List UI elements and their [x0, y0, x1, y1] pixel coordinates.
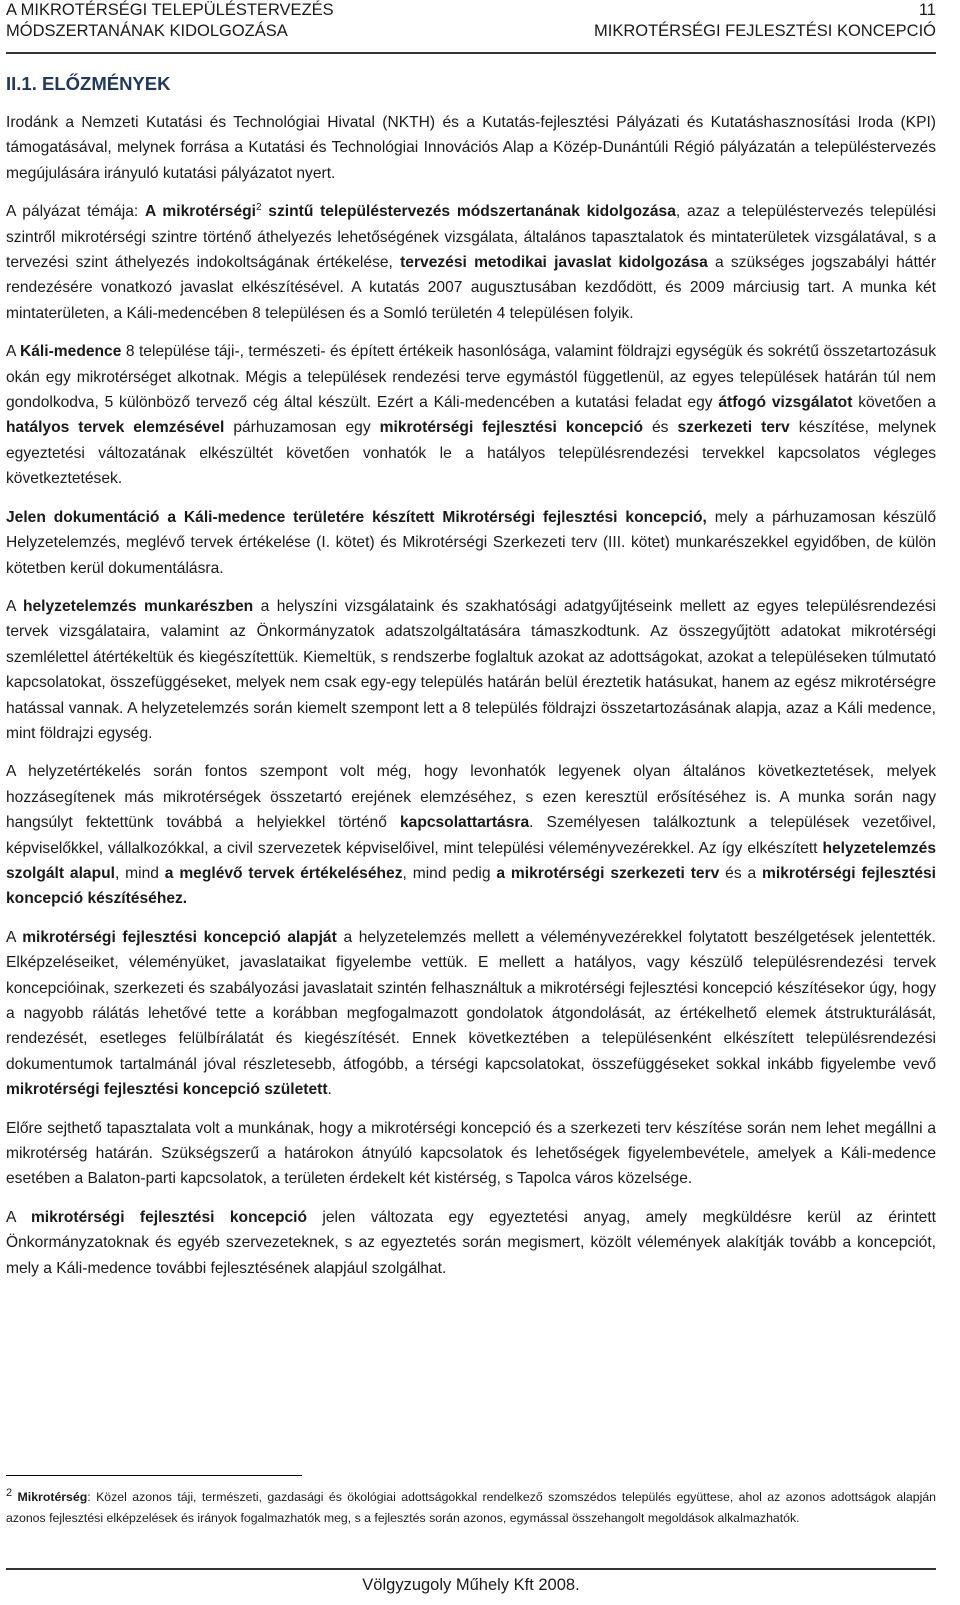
text-run: 8 települése táji-, természeti- és épített értékeik hasonlósága, valamint földrajzi egységük és sokrétű összetartozásuk okán egy mikrotérséget alkotnak. Mégis a települések rendezési terve egymástól függetlenül, az egyes települések határán túl nem gondolkodva, 5 különböző tervező cég által készült. Ezért a Káli-medencében a kutatási feladat egy	[6, 343, 937, 412]
text-run: A helyzetértékelés során fontos szempont volt még, hogy levonhatók legyenek olyan általános következtetések, melyek hozzásegítenek más mikrotérségek összetartó erejének elemzéséhez, s ezen keresztül erősítéséhez is. A munka során nagy hangsúlyt fektettünk továbbá a helyiekkel történő	[6, 763, 936, 832]
bold-text: helyzetelemzés szolgált alapul	[6, 839, 936, 882]
paragraph	[6, 759, 936, 911]
page-header	[6, 0, 936, 54]
bold-text: helyzetelemzés munkarészben	[22, 597, 254, 615]
bold-text: mikrotérségi fejlesztési koncepció alapját	[22, 928, 337, 946]
text-run: és	[642, 419, 678, 437]
bold-text: A mikrotérségi	[144, 203, 256, 221]
bold-text: mikrotérségi fejlesztési koncepció	[30, 1208, 307, 1226]
bold-text: Káli-medence	[20, 343, 122, 361]
text-run: a szükséges jogszabályi háttér rendezésére vonatkozó javaslat elkészítésével. A kutatás 2007 augusztusában kezdődött, és 2009 márciusig tart. A munka két mintaterületen, a Káli-medencében 8 településen és a Somló területén 4 településen folyik.	[6, 254, 937, 322]
text-run: követően a	[852, 394, 936, 412]
bold-text: mikrotérségi fejlesztési koncepció született	[6, 1081, 328, 1099]
text-run: A	[6, 597, 23, 615]
bold-text: Jelen dokumentáció a Káli-medence területére készített Mikrotérségi fejlesztési koncepció,	[6, 508, 707, 526]
text-run: . Személyesen találkoztunk a települések vezetőivel, képviselőkkel, vállalkozókkal, a civil szervezetek képviselőivel, mint települési véleményvezérekkel. Az így elkészített	[6, 814, 936, 857]
bold-text: szerkezeti terv	[677, 419, 790, 437]
paragraph	[6, 594, 936, 746]
paragraph	[6, 1116, 936, 1192]
header-document-title: MIKROTÉRSÉGI FEJLESZTÉSI KONCEPCIÓ	[594, 22, 936, 40]
paragraph	[6, 925, 936, 1103]
bold-text: szintű településtervezés módszertanának kidolgozása	[261, 203, 676, 221]
footnote-number: 2	[6, 1486, 13, 1499]
text-run: a helyszíni vizsgálataink és szakhatósági adatgyűjtéseink mellett az egyes településrendezési tervek vizsgálataira, valamint az Önkormányzatok adatszolgáltatására támaszkodtunk. Az összegyűjtött adatokat mikrotérségi szemlélettel átértékeltük és kiegészítettük. Kiemeltük, s rendszerbe foglaltuk azokat az adottságokat, azokat a településeken túlmutató kapcsolatokat, összefüggéseket, melyek nem csak egy-egy település határán belül éreztetik hatásukat, hanem az egész mikrotérségre hatással vannak. A helyzetelemzés során kiemelt szempont lett a 8 település földrajzi összetartozásának alapja, azaz a Káli medence, mint földrajzi egység.	[6, 597, 937, 742]
section-title: II.1. ELŐZMÉNYEK	[6, 73, 171, 94]
text-run: A	[6, 1208, 31, 1226]
header-title-line1: A MIKROTÉRSÉGI TELEPÜLÉSTERVEZÉS	[6, 1, 334, 19]
text-run: Irodánk a Nemzeti Kutatási és Technológiai Hivatal (NKTH) és a Kutatás-fejlesztési Pályázati és Kutatáshasznosítási Iroda (KPI) támogatásával, melynek forrása a Kutatási és Technológiai Innovációs Alap a Közép-Dunántúli Régió pályázatán a településtervezés megújulására irányuló kutatási pályázatot nyert.	[6, 114, 936, 182]
text-run: Előre sejthető tapasztalata volt a munkának, hogy a mikrotérségi koncepció és a szerkezeti terv készítése során nem lehet megállni a mikrotérség határán. Szükségszerű a határokon átnyúló kapcsolatok és lehetőségek figyelembevétele, amelyek a Káli-medence esetében a Balaton-parti kapcsolatok, a területen érdekelt két kistérség, s Tapolca város közelsége.	[6, 1119, 936, 1188]
bold-text: a meglévő tervek értékeléséhez	[164, 864, 403, 882]
body-text	[6, 110, 936, 1281]
bold-text: kapcsolattartásra	[399, 814, 530, 832]
text-run: , mind pedig	[402, 864, 497, 882]
paragraph	[6, 199, 936, 326]
footnote-term: Mikrotérség	[17, 1490, 88, 1504]
footer-company: Völgyzugoly Műhely Kft 2008.	[362, 1576, 580, 1594]
paragraph	[6, 339, 936, 491]
page-number: 11	[918, 1, 936, 19]
text-run: , azaz a településtervezés települési szintről mikrotérségi szintre történő áthelyezés lehetőségének vizsgálata, általános tapasztalatok és mintaterületek vizsgálatával, s a tervezési szint áthelyezés indokoltságának értékelése,	[6, 203, 936, 272]
main-content	[6, 72, 936, 1294]
text-run: a helyzetelemzés mellett a véleményvezérekkel folytatott beszélgetések jelentették. Elképzeléseiket, véleményüket, javaslataikat figyelembe vettük. E mellett a hatályos, vagy készülő településrendezési tervek koncepcióinak, szerkezeti és szabályozási javaslatait szintén felhasználtuk a mikrotérségi fejlesztési koncepció készítésekor úgy, hogy a nagyobb rálátás lehetővé tette a korábban megfogalmazott gondolatok átgondolását, az értékelhető elemek átstrukturálását, rendezését, esetleges felülbírálatát és kiegészítését. Ennek következtében a településenként elkészített településrendezési dokumentumok tartalmánál jóval részletesebb, átfogóbb, a térségi kapcsolatokat, összefüggéseket sokkal inkább figyelembe vevő	[6, 928, 937, 1073]
bold-text: tervezési metodikai javaslat kidolgozása	[400, 254, 708, 272]
footnote-text: : Közel azonos táji, természeti, gazdasági és ökológiai adottságokkal rendelkező szomszédos település együttese, ahol az azonos adottságok alapján azonos fejlesztési elképzelések és irányok fogalmazhatók meg, s a fejlesztés során azonos, egymással összehangolt megoldások alkalmazhatók.	[6, 1490, 937, 1525]
text-run: A	[6, 343, 20, 361]
paragraph	[6, 110, 936, 186]
footnote	[6, 1487, 936, 1529]
bold-text: mikrotérségi fejlesztési koncepció készítéséhez.	[6, 864, 937, 908]
text-run: jelen változata egy egyeztetési anyag, amely megküldésre kerül az érintett Önkormányzatoknak és egyéb szervezeteknek, s az egyeztetés során megismert, közölt vélemények alakítják tovább a koncepciót, mely a Káli-medence további fejlesztésének alapjául szolgálhat.	[6, 1208, 936, 1277]
text-run: mely a párhuzamosan készülő Helyzetelemzés, meglévő tervek értékelése (I. kötet) és Mikrotérségi Szerkezeti terv (III. kötet) munkarészekkel egyidőben, de külön kötetben kerül dokumentálásra.	[6, 508, 936, 577]
paragraph	[6, 1205, 936, 1281]
bold-text: hatályos tervek elemzésével	[6, 419, 225, 437]
bold-text: a mikrotérségi szerkezeti terv	[496, 864, 720, 882]
text-run: A	[6, 928, 23, 946]
text-run: , mind	[114, 864, 165, 882]
page-footer	[6, 1568, 936, 1600]
paragraph	[6, 505, 936, 581]
text-run: .	[327, 1081, 332, 1099]
text-run: készítése, melynek egyeztetési változatának elkészültét követően vonhatók le a hatályos településrendezési tervekkel kapcsolatos végleges következtetések.	[6, 419, 936, 488]
footnote-ref: 2	[256, 202, 262, 214]
footnote-separator	[6, 1475, 302, 1476]
text-run: párhuzamosan egy	[224, 419, 380, 437]
bold-text: mikrotérségi fejlesztési koncepció	[379, 419, 643, 437]
bold-text: átfogó vizsgálatot	[718, 394, 853, 412]
text-run: és a	[719, 864, 763, 882]
header-title-line2: MÓDSZERTANÁNAK KIDOLGOZÁSA	[6, 22, 288, 40]
text-run: A pályázat témája:	[6, 203, 145, 221]
